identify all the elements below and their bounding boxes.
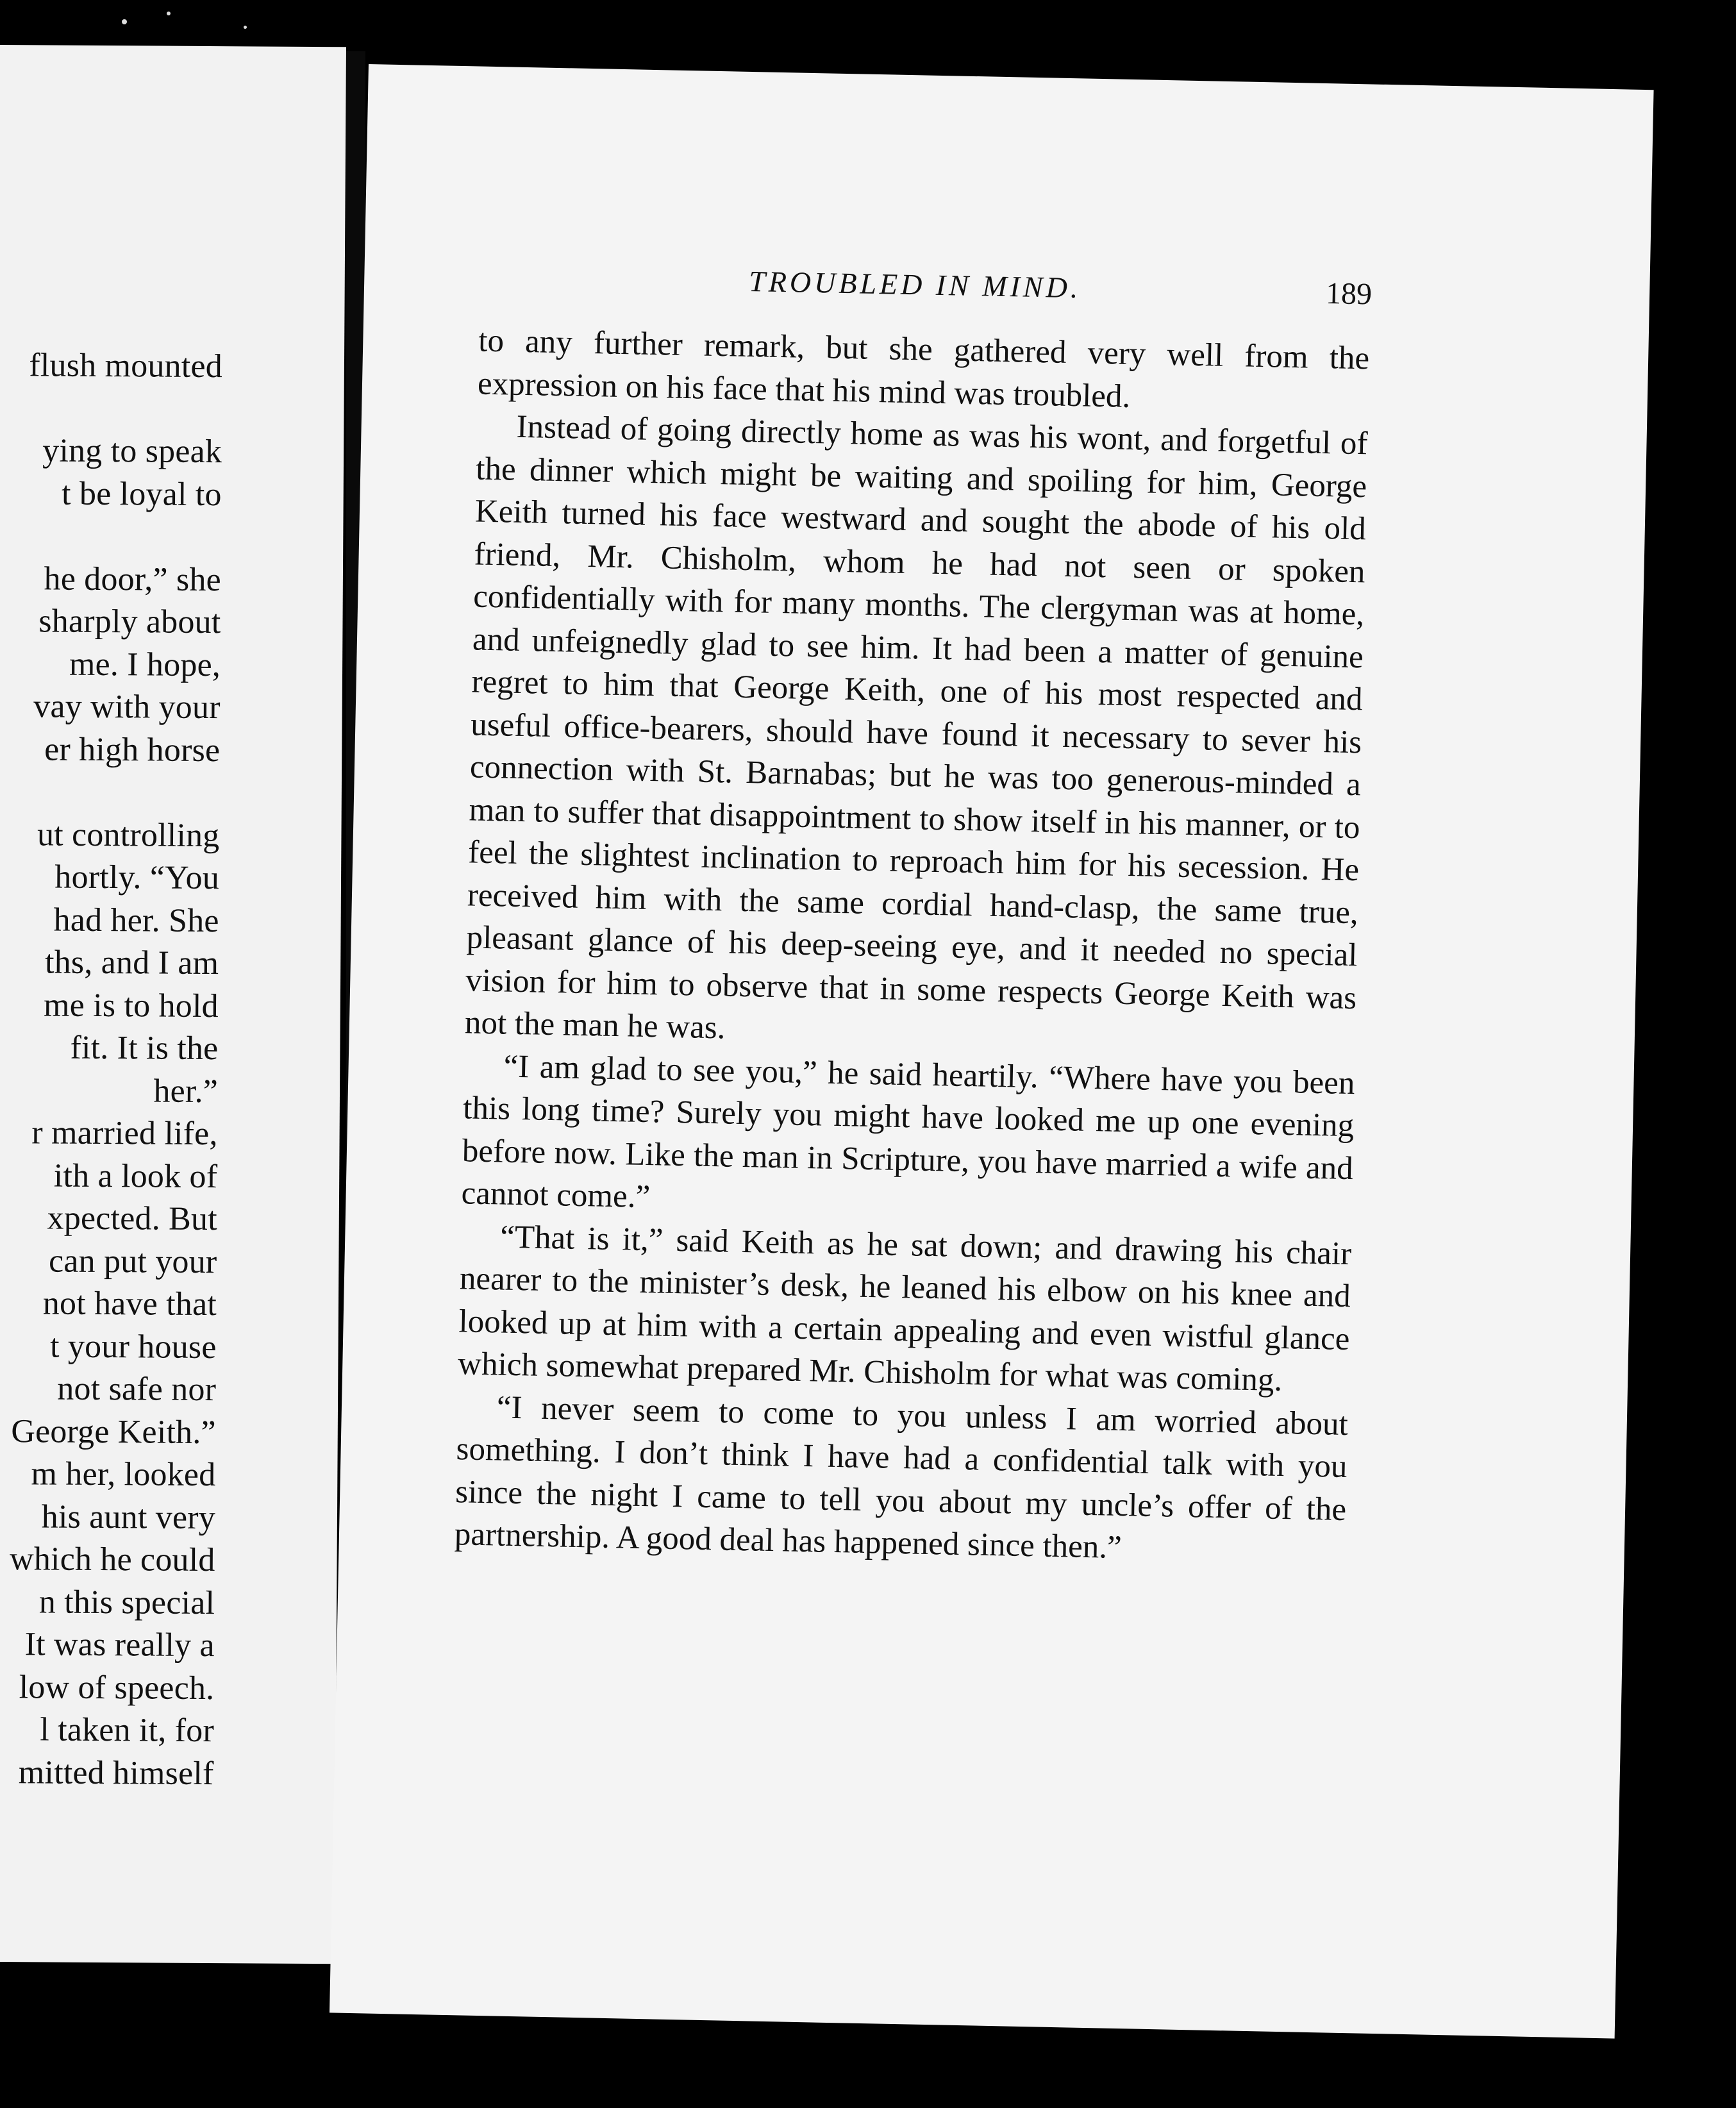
left-page-line: which he could bbox=[9, 1541, 215, 1579]
left-page-line: t be loyal to bbox=[61, 475, 222, 513]
left-page-line: hortly. “You bbox=[54, 858, 220, 897]
left-page-line: mitted himself bbox=[18, 1753, 214, 1792]
paragraph: Instead of going directly home as was his wont, and forgetful of the dinner which might be waiting and spoiling for him, George Keith turned his face westward and sought the abode of his old friend, Mr. Chisholm, whom he had not seen or spoken confidentially with for many months. The clergyman was at home, and unfeignedly glad to see him. It had been a matter of genuine regret to him that George Keith, one of his most respected and useful office-bearers, should have found it necessary to sever his connection with St. Barnabas; but he was too generous-minded a man to suffer that disappointment to show itself in his manner, or to feel the slightest inclination to reproach him for his secession. He received him with the same cordial hand-clasp, the same true, pleasant glance of his deep-seeing eye, and it needed no special vision for him to observe that in some respects George Keith was not the man he was. bbox=[464, 408, 1368, 1046]
left-page-line: George Keith.” bbox=[11, 1412, 216, 1451]
left-page-line: ut controlling bbox=[37, 816, 220, 854]
left-page-line: her.” bbox=[153, 1072, 219, 1110]
left-page-line: not have that bbox=[42, 1285, 217, 1323]
left-page-line: had her. She bbox=[53, 901, 219, 939]
left-page-line: his aunt very bbox=[41, 1498, 216, 1536]
page-number: 189 bbox=[1325, 276, 1373, 312]
left-page-line: l taken it, for bbox=[40, 1711, 215, 1750]
left-page-line: ying to speak bbox=[42, 432, 222, 471]
paragraph: “That is it,” said Keith as he sat down; and drawing his chair nearer to the minister’s desk, he leaned his elbow on his knee and looked up at him with a certain appealing and even wistful glance which somewhat prepared Mr. Chisholm for what was coming. bbox=[457, 1218, 1352, 1399]
left-page-line: vay with your bbox=[33, 688, 221, 726]
left-page-line: low of speech. bbox=[19, 1668, 215, 1707]
left-page-line: can put your bbox=[48, 1242, 217, 1280]
scan-speck bbox=[244, 26, 247, 29]
left-page-line: ths, and I am bbox=[44, 944, 219, 982]
paragraph: to any further remark, but she gathered very well from the expression on his face that his mind was troubled. bbox=[477, 322, 1370, 415]
left-page-line: n this special bbox=[38, 1583, 215, 1621]
left-page-text bbox=[0, 45, 224, 1963]
left-facing-page bbox=[0, 45, 346, 1964]
left-page-line: not safe nor bbox=[57, 1370, 217, 1409]
left-page-line: me is to hold bbox=[43, 986, 219, 1025]
body-text bbox=[454, 320, 1369, 1574]
left-page-line: ith a look of bbox=[53, 1157, 218, 1195]
left-page-line: he door,” she bbox=[44, 560, 222, 598]
left-page-line: flush mounted bbox=[29, 347, 223, 385]
left-page-line: me. I hope, bbox=[69, 646, 221, 683]
left-page-line: sharply about bbox=[38, 603, 221, 641]
left-page-line: It was really a bbox=[24, 1626, 215, 1664]
left-page-line: fit. It is the bbox=[70, 1029, 219, 1067]
scan-speck bbox=[122, 19, 127, 24]
left-page-line: r married life, bbox=[31, 1114, 218, 1153]
scan-speck bbox=[167, 12, 171, 15]
left-page-line: xpected. But bbox=[47, 1200, 217, 1238]
right-page bbox=[330, 64, 1654, 2039]
left-page-line: er high horse bbox=[44, 730, 221, 769]
paragraph: “I never seem to come to you unless I am worried about something. I don’t think I have had a confidential talk with you since the night I came to tell you about my uncle’s offer of the partnership. A good deal has happened since then.” bbox=[454, 1389, 1349, 1566]
paragraph: “I am glad to see you,” he said heartily. “Where have you been this long time? Surely you might have looked me up one evening before now. Like the man in Scripture, you have married a wife and cannot come.” bbox=[461, 1048, 1355, 1216]
left-page-line: m her, looked bbox=[31, 1455, 216, 1494]
left-page-line: t your house bbox=[49, 1328, 217, 1366]
running-head: TROUBLED IN MIND. bbox=[748, 264, 1081, 305]
